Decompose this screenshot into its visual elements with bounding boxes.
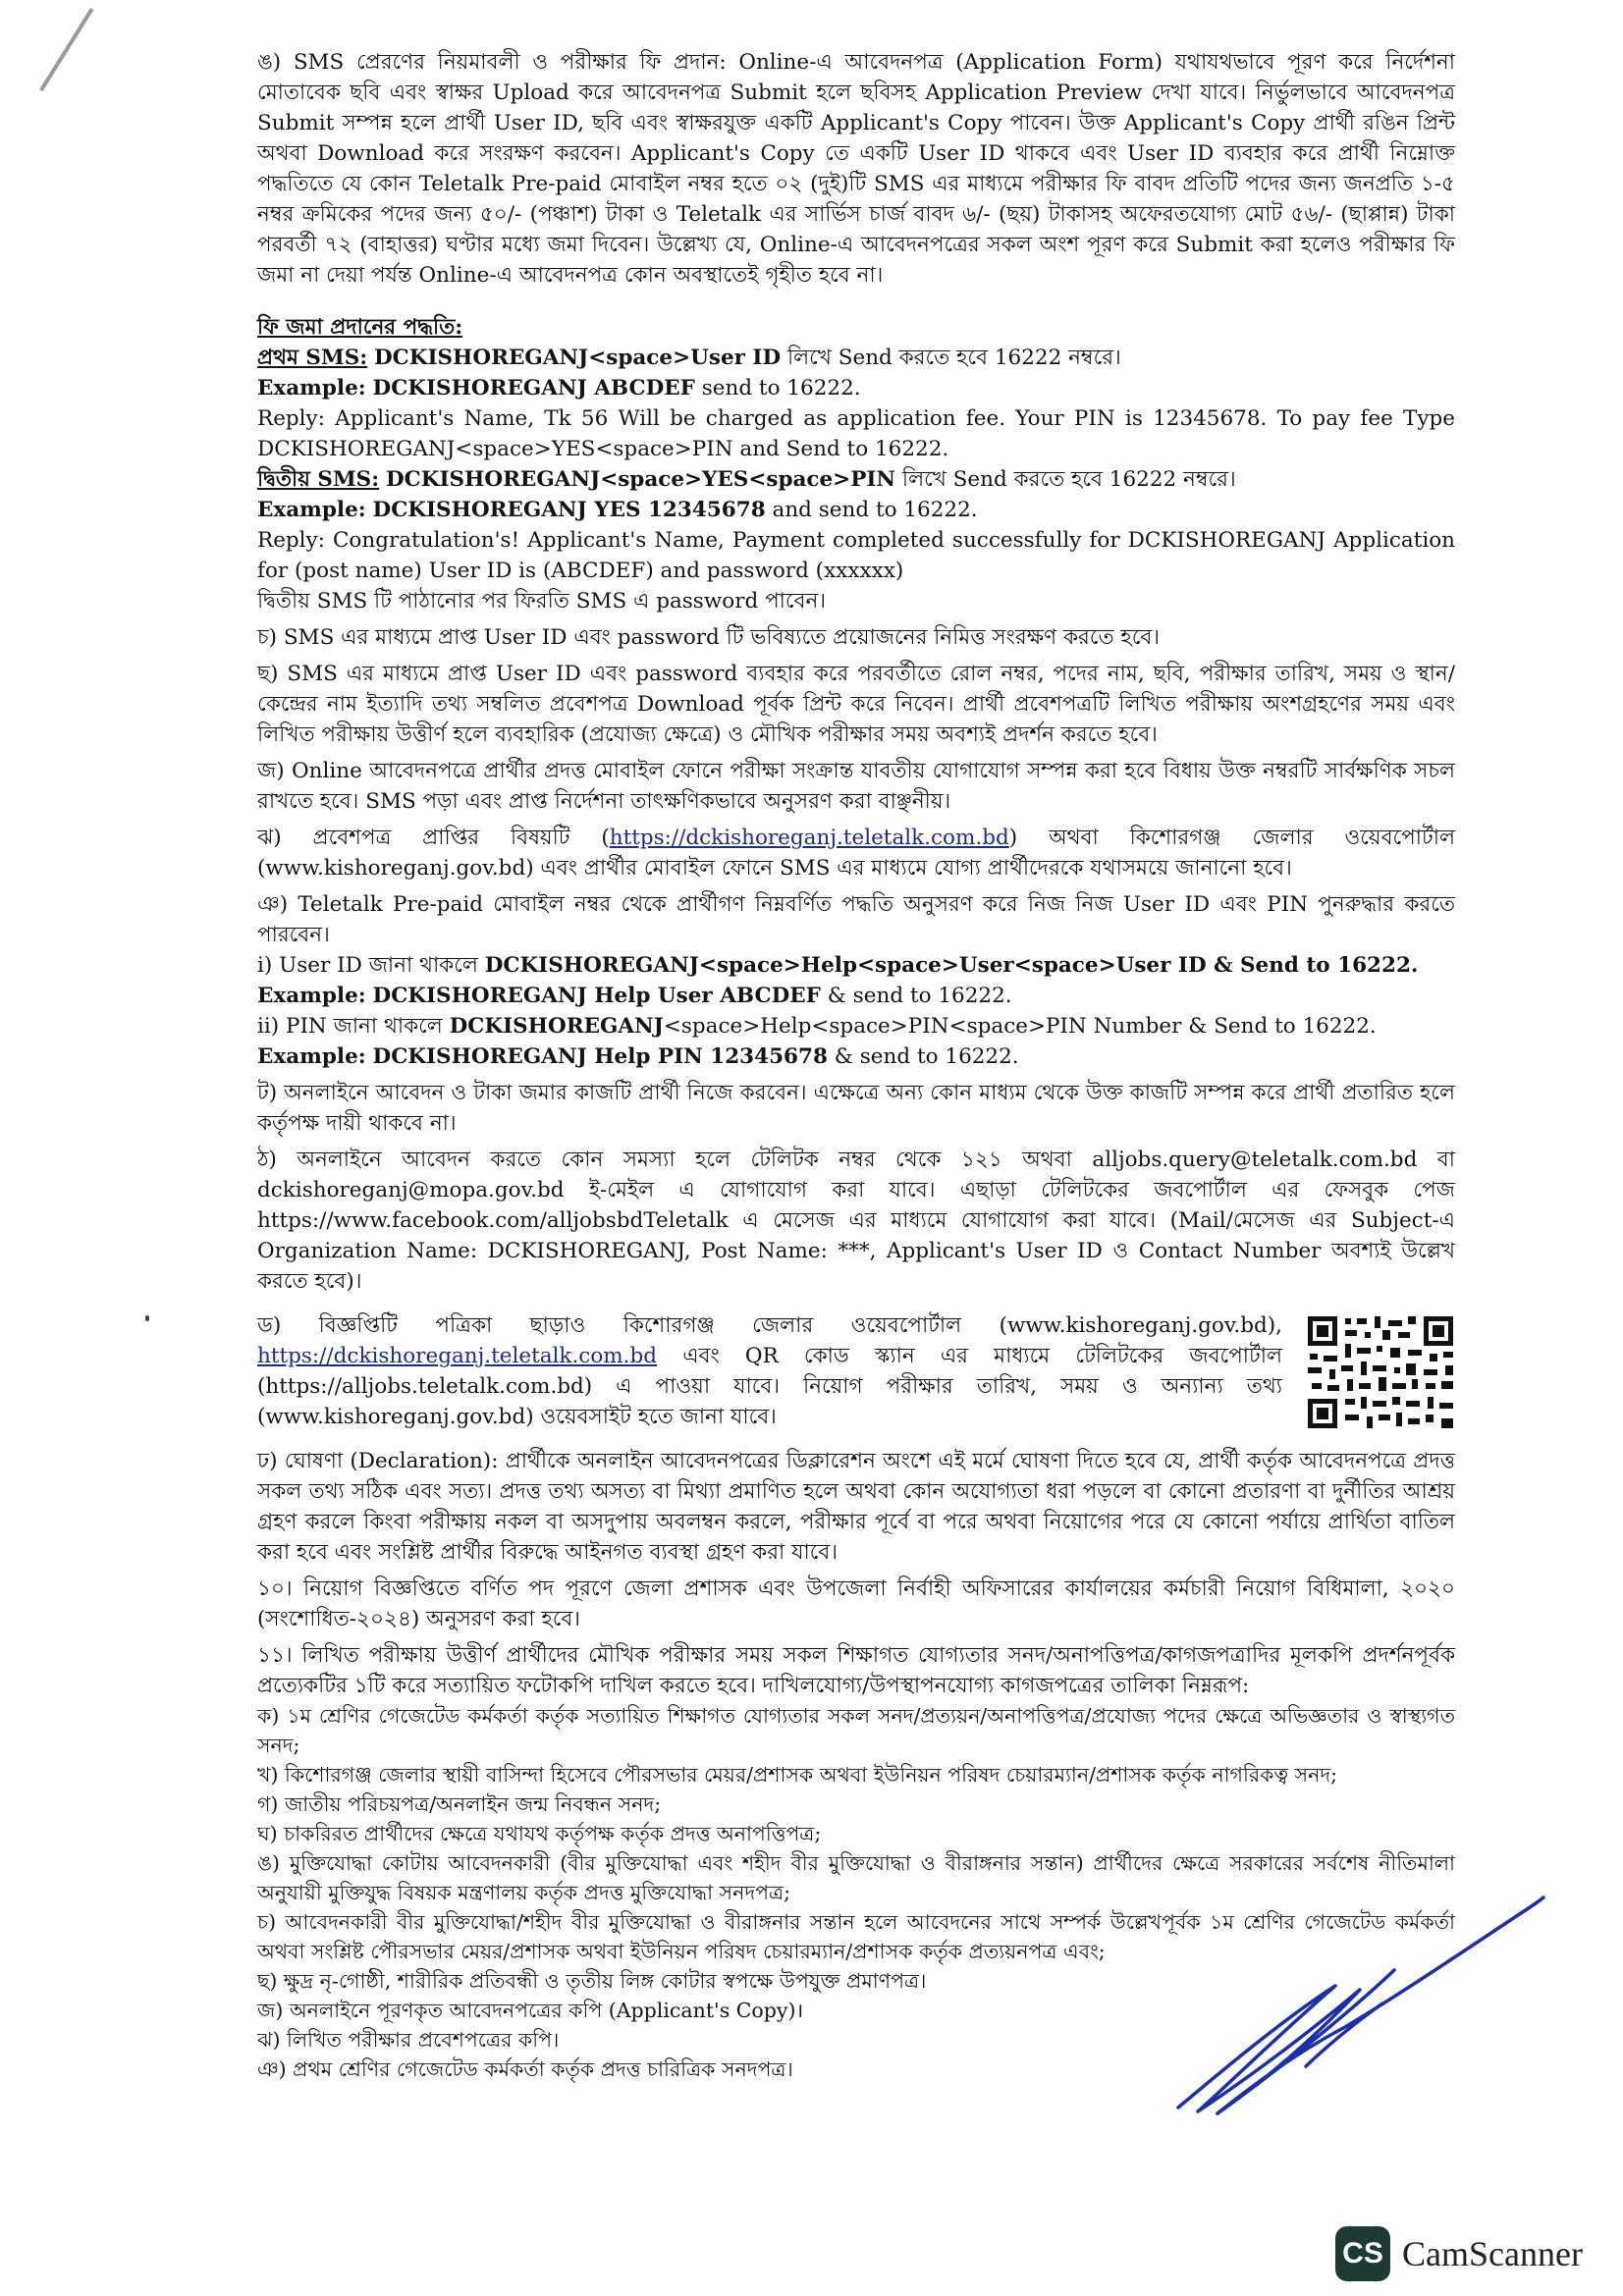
recover-pin-pre: ii) PIN জানা থাকলে — [257, 1014, 443, 1039]
document-item: চ) আবেদনকারী বীর মুক্তিযোদ্ধা/শহীদ বীর মুক্তিযোদ্ধা ও বীরাঙ্গনার সন্তান হলে আবেদনের সাথে সম্পর্ক উল্লেখপূর্বক ১ম শ্রেণির গেজেটেড কর্মকর্তা অথবা সংশ্লিষ্ট পৌরসভার মেয়র/প্রশাসক অথবা ইউনিয়ন পরিষদ চেয়ারম্যান/প্রশাসক কর্তৃক প্রত্যয়নপত্র এবং; — [257, 1910, 1455, 1963]
fee-method-heading: ফি জমা প্রদানের পদ্ধতি: — [257, 315, 463, 340]
document-item: গ) জাতীয় পরিচয়পত্র/অনলাইন জন্ম নিবন্ধন সনদ; — [257, 1792, 662, 1816]
scan-edge-mark — [39, 8, 93, 91]
clause-cha: চ) SMS এর মাধ্যমে প্রাপ্ত User ID এবং password টি ভবিষ্যতে প্রয়োজনের নিমিত্ত সংরক্ষণ করতে হবে। — [257, 625, 1161, 650]
document-item: জ) অনলাইনে পূরণকৃত আবেদনপত্রের কপি (Applicant's Copy)। — [257, 1999, 804, 2022]
first-sms-instruction: লিখে Send করতে হবে 16222 নম্বরে। — [786, 346, 1121, 370]
clause-ja: জ) Online আবেদনপত্রে প্রার্থীর প্রদত্ত মোবাইল ফোনে পরীক্ষা সংক্রান্ত যাবতীয় যোগাযোগ সম্পন্ন করা হবে বিধায় উক্ত নম্বরটি সার্বক্ষণিক সচল রাখতে হবে। SMS পড়া এবং প্রাপ্ত নির্দেশনা তাৎক্ষণিকভাবে অনুসরণ করা বাঞ্ছনীয়। — [257, 759, 1455, 814]
document-item: ক) ১ম শ্রেণির গেজেটেড কর্মকর্তা কর্তৃক সত্যায়িত শিক্ষাগত যোগ্যতার সকল সনদ/প্রত্যয়ন/অনাপত্তিপত্র/প্রযোজ্য পদের ক্ষেত্রে অভিজ্ঞতার ও স্বাস্থ্যগত সনদ; — [257, 1704, 1455, 1757]
clause-ta: ট) অনলাইনে আবেদন ও টাকা জমার কাজটি প্রার্থী নিজে করবেন। এক্ষেত্রে অন্য কোন মাধ্যম থেকে উক্ত কাজটি সম্পন্ন করে প্রার্থী প্রতারিত হলে কর্তৃপক্ষ দায়ী থাকবে না। — [257, 1081, 1456, 1136]
clause-chha: ছ) SMS এর মাধ্যমে প্রাপ্ত User ID এবং password ব্যবহার করে পরবর্তীতে রোল নম্বর, পদের নাম, ছবি, পরীক্ষার তারিখ, সময় ও স্থান/কেন্দ্রের নাম ইত্যাদি তথ্য সম্বলিত প্রবেশপত্র Download পূর্বক প্রিন্ট করে নিবেন। প্রার্থী প্রবেশপত্রটি লিখিত পরীক্ষায় অংশগ্রহণের সময় এবং লিখিত পরীক্ষায় উত্তীর্ণ হলে ব্যবহারিক (প্রযোজ্য ক্ষেত্রে) ও মৌখিক পরীক্ষার সময় অবশ্যই প্রদর্শন করতে হবে। — [257, 662, 1455, 747]
recover-pin-command-bold: DCKISHOREGANJ — [449, 1014, 664, 1039]
clause-11: ১১। লিখিত পরীক্ষায় উত্তীর্ণ প্রার্থীদের মৌখিক পরীক্ষার সময় সকল শিক্ষাগত যোগ্যতার সনদ/অনাপত্তিপত্র/কাগজপত্রাদির মূলকপি প্রদর্শনপূর্বক প্রত্যেকটির ১টি করে সত্যায়িত ফটোকপি দাখিল করতে হবে। দাখিলযোগ্য/উপস্থাপনযোগ্য কাগজপত্রের তালিকা নিম্নরূপ: — [257, 1643, 1455, 1698]
example-1-line — [257, 373, 1455, 403]
example-2-line — [257, 495, 1455, 525]
second-sms-label: দ্বিতীয় SMS: — [257, 467, 380, 492]
recover-pin-example-rest: & send to 16222. — [834, 1044, 1019, 1069]
second-sms-line — [257, 464, 1455, 495]
clause-jha-post: ) অথবা কিশোরগঞ্জ জেলার ওয়েবপোর্টাল (www.kishoreganj.gov.bd) এবং প্রার্থীর মোবাইল ফোনে SMS এর মাধ্যমে যোগ্য প্রার্থীদেরকে যথাসময়ে জানানো হবে। — [257, 826, 1455, 881]
example-1-code: DCKISHOREGANJ ABCDEF — [372, 376, 695, 400]
second-sms-instruction: লিখে Send করতে হবে 16222 নম্বরে। — [901, 467, 1236, 492]
example-1-label: Example: — [257, 376, 366, 400]
recover-pin-line — [257, 1011, 1455, 1041]
recover-user-id-command: DCKISHOREGANJ<space>Help<space>User<space>User ID & Send to 16222. — [484, 953, 1419, 978]
teletalk-portal-link[interactable]: https://dckishoreganj.teletalk.com.bd — [257, 1344, 658, 1368]
example-2-rest: and send to 16222. — [772, 498, 978, 522]
first-sms-command: DCKISHOREGANJ<space>User ID — [374, 346, 782, 370]
document-page — [257, 47, 1455, 2084]
clause-tha: ঠ) অনলাইনে আবেদন করতে কোন সমস্যা হলে টেলিটক নম্বর থেকে ১২১ অথবা alljobs.query@teletalk.com.bd বা dckishoreganj@mopa.gov.bd ই-মেইল এ যোগাযোগ করা যাবে। এছাড়া টেলিটকের জবপোর্টাল এর ফেসবুক পেজ https://www.facebook.com/alljobsbdTeletalk এ মেসেজ এর মাধ্যমে যোগাযোগ করা যাবে। (Mail/মেসেজ এর Subject-এ Organization Name: DCKISHOREGANJ, Post Name: ***, Applicant's User ID ও Contact Number অবশ্যই উল্লেখ করতে হবে)। — [257, 1148, 1455, 1294]
recover-pin-example-label: Example: — [257, 1044, 366, 1069]
first-sms-label: প্রথম SMS: — [257, 346, 368, 370]
clause-jha-pre: ঝ) প্রবেশপত্র প্রাপ্তির বিষয়টি ( — [257, 826, 610, 850]
example-2-code: DCKISHOREGANJ YES 12345678 — [372, 498, 766, 522]
recover-pin-command-rest: <space>Help<space>PIN<space>PIN Number & Send to 16222. — [663, 1014, 1377, 1039]
camscanner-watermark — [1335, 2226, 1583, 2281]
section-sms-rules: ঙ) SMS প্রেরণের নিয়মাবলী ও পরীক্ষার ফি প্রদান: Online-এ আবেদনপত্র (Application Form) যথাযথভাবে পূরণ করে নির্দেশনা মোতাবেক ছবি এবং স্বাক্ষর Upload করে আবেদনপত্র Submit হলে ছবিসহ Application Preview দেখা যাবে। নির্ভুলভাবে আবেদনপত্র Submit সম্পন্ন হলে প্রার্থী User ID, ছবি এবং স্বাক্ষরযুক্ত একটি Applicant's Copy পাবেন। উক্ত Applicant's Copy প্রার্থী রঙিন প্রিন্ট অথবা Download করে সংরক্ষণ করবেন। Applicant's Copy তে একটি User ID থাকবে এবং User ID ব্যবহার করে প্রার্থী নিম্নোক্ত পদ্ধতিতে যে কোন Teletalk Pre-paid মোবাইল নম্বর হতে ০২ (দুই)টি SMS এর মাধ্যমে পরীক্ষার ফি বাবদ প্রতিটি পদের জন্য জনপ্রতি ১-৫ নম্বর ক্রমিকের পদের জন্য ৫০/- (পঞ্চাশ) টাকা ও Teletalk এর সার্ভিস চার্জ বাবদ ৬/- (ছয়) টাকাসহ অফেরতযোগ্য মোট ৫৬/- (ছাপ্পান্ন) টাকা পরবর্তী ৭২ (বাহাত্তর) ঘণ্টার মধ্যে জমা দিবেন। উল্লেখ্য যে, Online-এ আবেদনপত্রের সকল অংশ পূরণ করে Submit করা হলেও পরীক্ষার ফি জমা না দেয়া পর্যন্ত Online-এ আবেদনপত্র কোন অবস্থাতেই গৃহীত হবে না। — [257, 50, 1455, 288]
document-item: ঞ) প্রথম শ্রেণির গেজেটেড কর্মকর্তা কর্তৃক প্রদত্ত চারিত্রিক সনদপত্র। — [257, 2057, 793, 2081]
first-sms-line — [257, 343, 1455, 373]
recover-user-id-example — [257, 981, 1455, 1011]
example-1-rest: send to 16222. — [701, 376, 861, 400]
document-item: ঝ) লিখিত পরীক্ষার প্রবেশপত্রের কপি। — [257, 2028, 560, 2052]
teletalk-dckishoreganj-link[interactable]: https://dckishoreganj.teletalk.com.bd — [609, 826, 1009, 850]
document-item: ঙ) মুক্তিযোদ্ধা কোটায় আবেদনকারী (বীর মুক্তিযোদ্ধা এবং শহীদ বীর মুক্তিযোদ্ধা ও বীরাঙ্গনার সন্তান) প্রার্থীদের ক্ষেত্রে সরকারের সর্বশেষ নীতিমালা অনুযায়ী মুক্তিযুদ্ধ বিষয়ক মন্ত্রণালয় কর্তৃক প্রদত্ত মুক্তিযোদ্ধা সনদপত্র; — [257, 1851, 1455, 1904]
recover-pin-example-code: DCKISHOREGANJ Help PIN 12345678 — [372, 1044, 828, 1069]
document-item: ঘ) চাকরিরত প্রার্থীদের ক্ষেত্রে যথাযথ কর্তৃপক্ষ কর্তৃক প্রদত্ত অনাপত্তিপত্র; — [257, 1822, 822, 1845]
recover-user-id-line — [257, 950, 1455, 981]
handwritten-signature — [1159, 1880, 1551, 2125]
recover-user-id-example-rest: & send to 16222. — [827, 984, 1012, 1008]
example-2-label: Example: — [257, 498, 366, 522]
reply-2-note: দ্বিতীয় SMS টি পাঠানোর পর ফিরতি SMS এ password পাবেন। — [257, 589, 827, 614]
camscanner-brand-text: CamScanner — [1402, 2234, 1583, 2273]
clause-da — [257, 1310, 1282, 1432]
recover-user-id-pre: i) User ID জানা থাকলে — [257, 953, 478, 978]
reply-2: Reply: Congratulation's! Applicant's Name, Payment completed successfully for DCKISHOREGANJ Application for (post name) User ID is (ABCDEF) and password (xxxxxx) — [257, 528, 1455, 583]
document-item: ছ) ক্ষুদ্র নৃ-গোষ্ঠী, শারীরিক প্রতিবন্ধী ও তৃতীয় লিঙ্গ কোটার স্বপক্ষে উপযুক্ত প্রমাণপত্র। — [257, 1969, 927, 1993]
camscanner-logo-icon: CS — [1335, 2226, 1390, 2281]
clause-nya: ঞ) Teletalk Pre-paid মোবাইল নম্বর থেকে প্রার্থীগণ নিম্নবর্ণিত পদ্ধতি অনুসরণ করে নিজ নিজ User ID এবং PIN পুনরুদ্ধার করতে পারবেন। — [257, 892, 1455, 947]
clause-da-block — [257, 1310, 1455, 1432]
clause-10: ১০। নিয়োগ বিজ্ঞপ্তিতে বর্ণিত পদ পূরণে জেলা প্রশাসক এবং উপজেলা নির্বাহী অফিসারের কার্যালয়ের কর্মচারী নিয়োগ বিধিমালা, ২০২০ (সংশোধিত-২০২৪) অনুসরণ করা হবে। — [257, 1576, 1455, 1631]
clause-da-pre: ড) বিজ্ঞপ্তিটি পত্রিকা ছাড়াও কিশোরগঞ্জ জেলার ওয়েবপোর্টাল (www.kishoreganj.gov.bd), — [257, 1313, 1282, 1338]
clause-jha — [257, 823, 1455, 883]
qr-code-icon[interactable] — [1306, 1314, 1455, 1430]
reply-1: Reply: Applicant's Name, Tk 56 Will be charged as application fee. Your PIN is 12345678. To pay fee Type DCKISHOREGANJ<space>YES<space>PIN and Send to 16222. — [257, 406, 1455, 461]
scan-speck — [145, 1315, 149, 1321]
clause-da-post: এবং QR কোড স্ক্যান এর মাধ্যমে টেলিটকের জবপোর্টাল (https://alljobs.teletalk.com.bd) এ পাওয়া যাবে। নিয়োগ পরীক্ষার তারিখ, সময় ও অন্যান্য তথ্য (www.kishoreganj.gov.bd) ওয়েবসাইট হতে জানা যাবে। — [257, 1344, 1282, 1429]
document-item: খ) কিশোরগঞ্জ জেলার স্থায়ী বাসিন্দা হিসেবে পৌরসভার মেয়র/প্রশাসক অথবা ইউনিয়ন পরিষদ চেয়ারম্যান/প্রশাসক কর্তৃক নাগরিকত্ব সনদ; — [257, 1763, 1338, 1787]
recover-pin-example — [257, 1041, 1455, 1072]
recover-user-id-example-code: DCKISHOREGANJ Help User ABCDEF — [372, 984, 821, 1008]
second-sms-command: DCKISHOREGANJ<space>YES<space>PIN — [386, 467, 896, 492]
clause-dha-declaration: ঢ) ঘোষণা (Declaration): প্রার্থীকে অনলাইন আবেদনপত্রের ডিক্লারেশন অংশে এই মর্মে ঘোষণা দিতে হবে যে, প্রার্থী কর্তৃক আবেদনপত্রে প্রদত্ত সকল তথ্য সঠিক এবং সত্য। প্রদত্ত তথ্য অসত্য বা মিথ্যা প্রমাণিত হলে অথবা কোন অযোগ্যতা ধরা পড়লে বা কোনো প্রতারণা বা দুর্নীতির আশ্রয় গ্রহণ করলে কিংবা পরীক্ষায় নকল বা অসদুপায় অবলম্বন করলে, পরীক্ষার পূর্বে বা পরে অথবা নিয়োগের পরে যে কোনো পর্যায়ে প্রার্থিতা বাতিল করা হবে এবং সংশ্লিষ্ট প্রার্থীর বিরুদ্ধে আইনগত ব্যবস্থা গ্রহণ করা যাবে। — [257, 1449, 1455, 1565]
recover-user-id-example-label: Example: — [257, 984, 366, 1008]
